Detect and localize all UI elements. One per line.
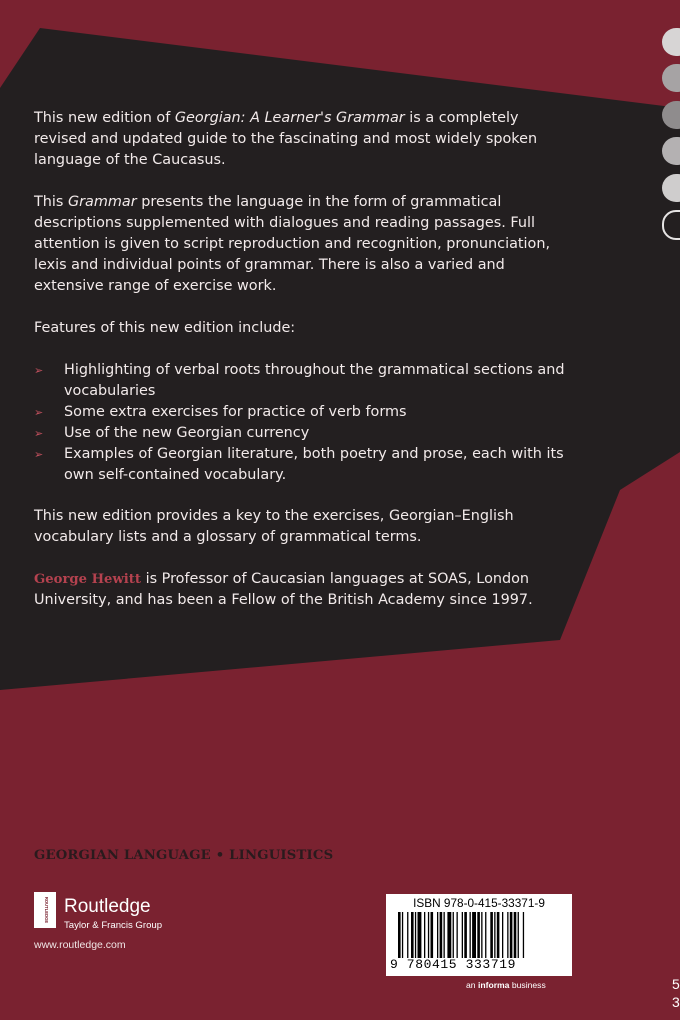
key-paragraph: This new edition provides a key to the exercises, Georgian–English vocabulary lists and a glossary of grammatical terms. [34, 508, 514, 545]
spine-digit: 3 [672, 994, 680, 1010]
description-text-cont: presents the language in the form of grammatical descriptions supplemented with dialogues and reading passages. Full attention is given to script reproduction and recognition, pronunciation, lexis and individual points of grammar. There is also a varied and extensive range of exercise work. [34, 194, 551, 294]
feature-item [34, 444, 574, 486]
informa-suffix: business [509, 980, 546, 990]
barcode-bar [502, 912, 503, 958]
arrow-bullet-icon: ➢ [34, 406, 44, 419]
arrow-bullet-icon: ➢ [34, 427, 44, 440]
intro-text: This new edition of [34, 110, 175, 126]
barcode-bar [437, 912, 438, 958]
barcode-bar [462, 912, 463, 958]
barcode-bar [485, 912, 486, 958]
isbn-barcode [386, 894, 572, 976]
barcode-bar [398, 912, 401, 958]
barcode-bar [523, 912, 524, 958]
barcode-bar [518, 912, 519, 958]
barcode-bar [418, 912, 422, 958]
barcode-bar [457, 912, 458, 958]
features-list [34, 360, 574, 486]
features-heading: Features of this new edition include: [34, 320, 296, 336]
author-bio: is Professor of Caucasian languages at SOAS, London University, and has been a Fellow of the British Academy since 1997. [34, 571, 533, 608]
feature-text: Highlighting of verbal roots throughout the grammatical sections and vocabularies [64, 362, 565, 399]
feature-item [34, 423, 574, 444]
feature-text: Some extra exercises for practice of verb forms [64, 404, 407, 420]
barcode-bar [447, 912, 451, 958]
intro-text-cont: is a completely revised and updated guide to the fascinating and most widely spoken language of the Caucasus. [34, 110, 538, 168]
arrow-bullet-icon: ➢ [34, 364, 44, 377]
barcode-bar [453, 912, 454, 958]
description-text: This [34, 194, 68, 210]
feature-text: Examples of Georgian literature, both poetry and prose, each with its own self-contained vocabulary. [64, 446, 564, 483]
publisher-group: Taylor & Francis Group [64, 920, 163, 931]
feature-item [34, 360, 574, 402]
barcode-bar [402, 912, 403, 958]
routledge-r-icon [34, 892, 56, 928]
barcode-bar [507, 912, 508, 958]
barcode-bar [407, 912, 408, 958]
spine-tabs [662, 28, 680, 248]
barcode-bar [464, 912, 467, 958]
barcode-bar [470, 912, 471, 958]
barcode-bar [510, 912, 513, 958]
back-cover-blurb [34, 108, 574, 632]
isbn-label: ISBN 978-0-415-33371-9 [413, 896, 545, 910]
description-paragraph [34, 192, 574, 297]
tab-marker [662, 174, 680, 202]
publisher-url[interactable]: www.routledge.com [34, 939, 126, 951]
arrow-bullet-icon: ➢ [34, 448, 44, 461]
barcode-bar [444, 912, 445, 958]
barcode-bar [440, 912, 443, 958]
tab-marker [662, 137, 680, 165]
barcode-bar [411, 912, 414, 958]
barcode-bar [514, 912, 517, 958]
publisher-logo[interactable] [34, 892, 234, 934]
barcode-bar [415, 912, 416, 958]
barcode-bars [398, 912, 560, 958]
barcode-bar [472, 912, 476, 958]
barcode-bar [481, 912, 482, 958]
informa-prefix: an [466, 980, 478, 990]
informa-brand: informa [477, 980, 510, 990]
barcode-bar [428, 912, 429, 958]
intro-paragraph [34, 108, 574, 171]
grammar-title: Grammar [67, 194, 137, 210]
barcode-bar [424, 912, 425, 958]
tab-marker [662, 101, 680, 129]
author-name: George Hewitt [34, 572, 141, 587]
author-paragraph [34, 569, 574, 611]
book-title: Georgian: A Learner's Grammar [174, 110, 405, 126]
barcode-bar [494, 912, 495, 958]
tab-marker [662, 64, 680, 92]
svg-text:ROUTLEDGE: ROUTLEDGE [44, 896, 49, 924]
tab-marker-outline [662, 210, 680, 240]
barcode-bar [431, 912, 434, 958]
barcode-bar [490, 912, 493, 958]
barcode-digits: 9 780415 333719 [390, 957, 517, 972]
feature-item [34, 402, 574, 423]
barcode-bar [477, 912, 480, 958]
spine-digit: 5 [672, 976, 680, 992]
feature-text: Use of the new Georgian currency [64, 425, 310, 441]
informa-business-line [466, 980, 546, 990]
publisher-name: Routledge [64, 896, 151, 917]
barcode-bar [497, 912, 500, 958]
series-label: GEORGIAN LANGUAGE • LINGUISTICS [34, 848, 334, 863]
tab-marker [662, 28, 680, 56]
